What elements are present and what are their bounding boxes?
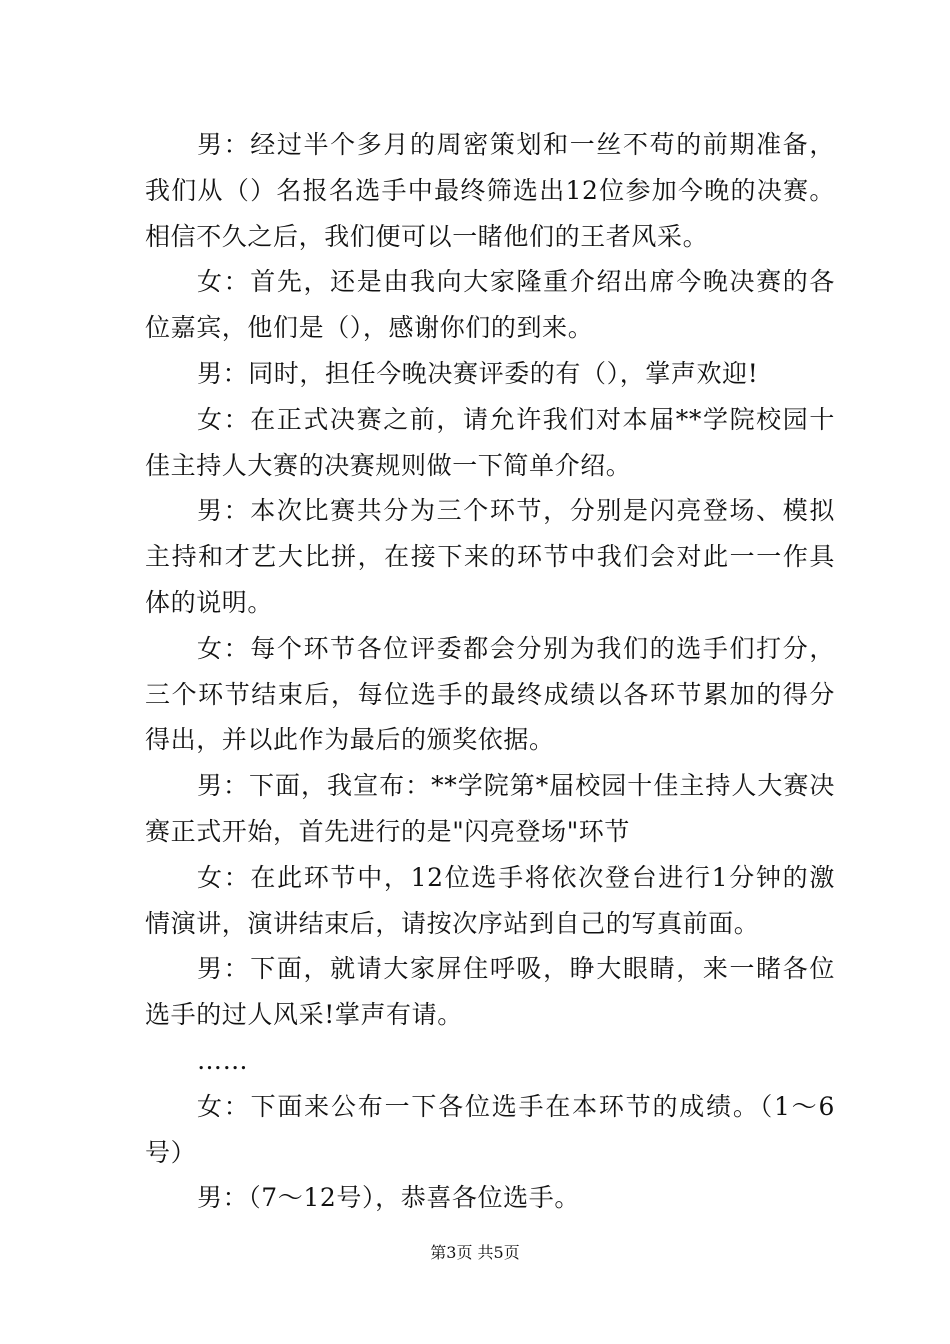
paragraph: 女：首先，还是由我向大家隆重介绍出席今晚决赛的各位嘉宾，他们是（），感谢你们的到来。 bbox=[145, 267, 835, 343]
paragraph: 女：下面来公布一下各位选手在本环节的成绩。（1～6号） bbox=[145, 1091, 835, 1167]
paragraph: 男：经过半个多月的周密策划和一丝不苟的前期准备，我们从（）名报名选手中最终筛选出12位参加今晚的决赛。相信不久之后，我们便可以一睹他们的王者风采。 bbox=[145, 130, 835, 251]
paragraph: 男：下面，我宣布：**学院第*届校园十佳主持人大赛决赛正式开始，首先进行的是"闪亮登场"环节 bbox=[145, 771, 835, 846]
paragraph-ellipsis: …… bbox=[197, 1045, 249, 1075]
paragraph: 男：本次比赛共分为三个环节，分别是闪亮登场、模拟主持和才艺大比拼，在接下来的环节中我们会对此一一作具体的说明。 bbox=[145, 496, 835, 617]
page-footer bbox=[0, 1241, 950, 1265]
page-number-label: 第3页 共5页 bbox=[430, 1243, 520, 1262]
document-body bbox=[145, 122, 835, 1221]
paragraph: 女：在正式决赛之前，请允许我们对本届**学院校园十佳主持人大赛的决赛规则做一下简单介绍。 bbox=[145, 404, 835, 480]
paragraph: 男：同时，担任今晚决赛评委的有（），掌声欢迎! bbox=[197, 358, 759, 388]
paragraph: 男：（7～12号），恭喜各位选手。 bbox=[197, 1183, 580, 1213]
paragraph: 男：下面，就请大家屏住呼吸，睁大眼睛，来一睹各位选手的过人风采!掌声有请。 bbox=[145, 954, 835, 1030]
paragraph: 女：在此环节中，12位选手将依次登台进行1分钟的激情演讲，演讲结束后，请按次序站到自己的写真前面。 bbox=[145, 862, 835, 938]
paragraph: 女：每个环节各位评委都会分别为我们的选手们打分，三个环节结束后，每位选手的最终成绩以各环节累加的得分得出，并以此作为最后的颁奖依据。 bbox=[145, 633, 835, 755]
